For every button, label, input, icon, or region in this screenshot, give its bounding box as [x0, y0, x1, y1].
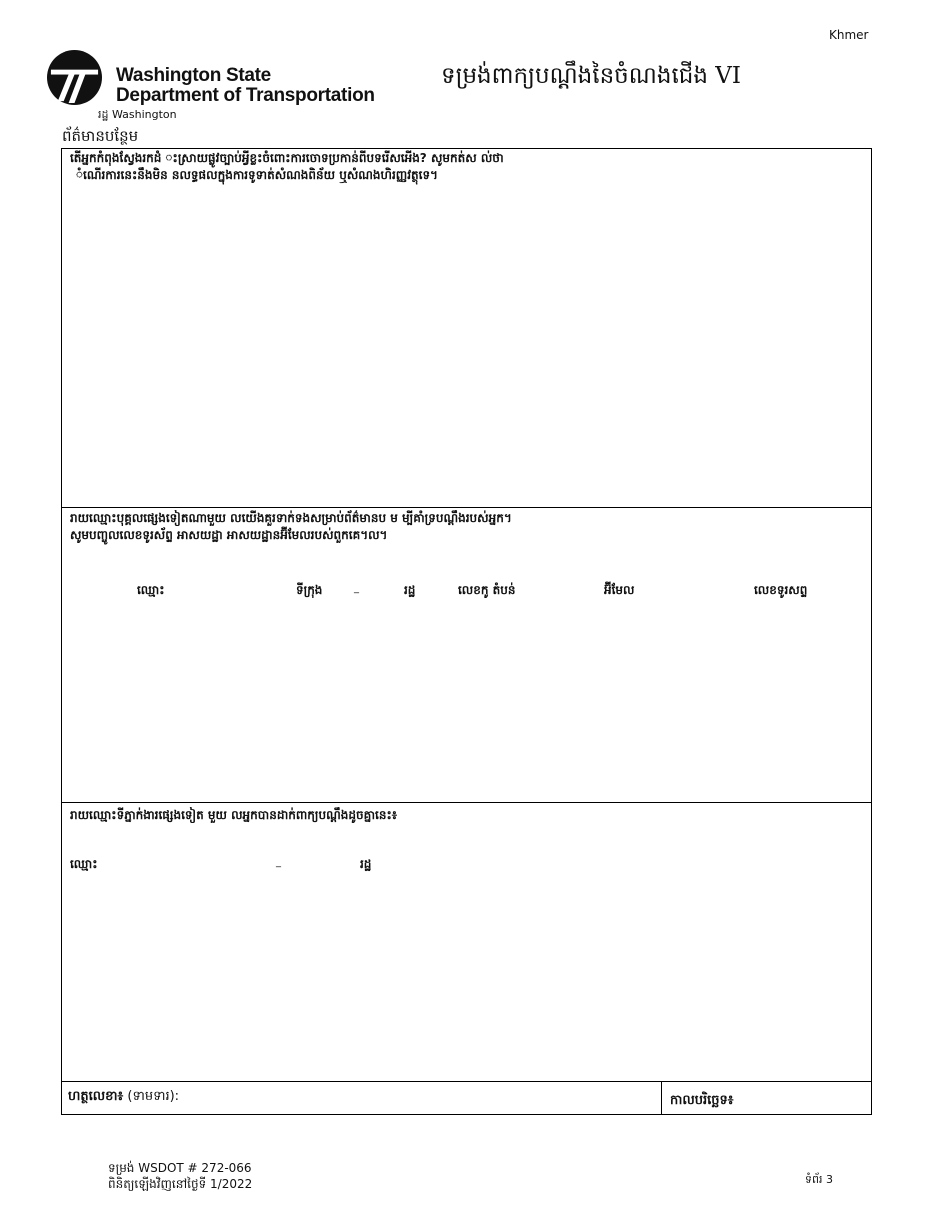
- column-city: ទីក្រុង: [296, 583, 323, 597]
- column-phone: លេខទូរសព្ទ: [754, 583, 808, 597]
- org-name-line1: Washington State: [116, 65, 271, 86]
- remedy-question-line1: តើអ្នកកំពុងស្វែងរកដំ ះស្រាយផ្លូវច្បាប់អ្វីខ្លះចំពោះការចោទប្រកាន់ពីបទរើសអើង? សូមកត់ស ល់ថា: [70, 151, 504, 165]
- org-name-line2: Department of Transportation: [116, 85, 375, 106]
- revision-date: ពិនិត្យឡើងវិញនៅថ្ងៃទី 1/2022: [108, 1177, 253, 1191]
- wsdot-logo-icon: [47, 50, 102, 105]
- form-title: ទម្រង់ពាក្យបណ្តឹងនៃចំណងជើង VI: [441, 63, 741, 89]
- remedy-question-line2: ំណើរការនេះនឹងមិន នលទ្ធផលក្នុងការទូទាត់សំណងពិន័យ ឬសំណងហិរញ្ញវត្ថុទេ។: [76, 168, 438, 182]
- signature-label: [68, 1088, 179, 1107]
- agency-column-state: រដ្ឋ: [360, 857, 372, 871]
- date-label: កាលបរិច្ឆេទ៖: [670, 1093, 734, 1108]
- form-number: ទម្រង់ WSDOT # 272-066: [108, 1161, 252, 1175]
- page-number: ទំព័រ 3: [805, 1173, 833, 1186]
- column-separator: _: [354, 583, 359, 594]
- signature-required-note: (ទាមទារ):: [127, 1089, 180, 1104]
- agencies-question: រាយឈ្មោះទីភ្នាក់ងារផ្សេងទៀត មួយ លអ្នកបានដាក់ពាក្យបណ្តឹងដូចគ្នានេះ៖: [70, 808, 397, 822]
- remedy-text-area[interactable]: [61, 148, 872, 508]
- contacts-question-line1: រាយឈ្មោះបុគ្គលផ្សេងទៀតណាមួយ លយើងគួរទាក់ទងសម្រាប់ព័ត៌មានប ម ម្បីគាំទ្របណ្តឹងរបស់អ្នក។: [70, 511, 512, 525]
- column-email: អ៊ីមែល: [604, 583, 635, 597]
- remedy-question: [70, 150, 860, 184]
- agencies-area[interactable]: [61, 802, 872, 1082]
- state-label: រដ្ឋ Washington: [98, 108, 177, 121]
- contacts-question: [70, 510, 860, 544]
- column-state: រដ្ឋ: [404, 583, 416, 597]
- contacts-area[interactable]: [61, 507, 872, 803]
- language-label: Khmer: [829, 28, 869, 42]
- contacts-question-line2: សូមបញ្ចូលលេខទូរស័ព្ទ អាសយដ្ឋា អាសយដ្ឋានអ៊ីមែលរបស់ពួកគេ។ល។: [70, 528, 388, 542]
- section-title: ព័ត៌មានបន្ថែម: [62, 127, 139, 145]
- agency-column-name: ឈ្មោះ: [70, 857, 98, 871]
- signature-label-text: ហត្ថលេខា៖: [68, 1089, 124, 1104]
- column-name: ឈ្មោះ: [137, 583, 165, 597]
- agency-column-separator: _: [276, 857, 281, 868]
- column-zip: លេខកូ តំបន់: [458, 583, 516, 597]
